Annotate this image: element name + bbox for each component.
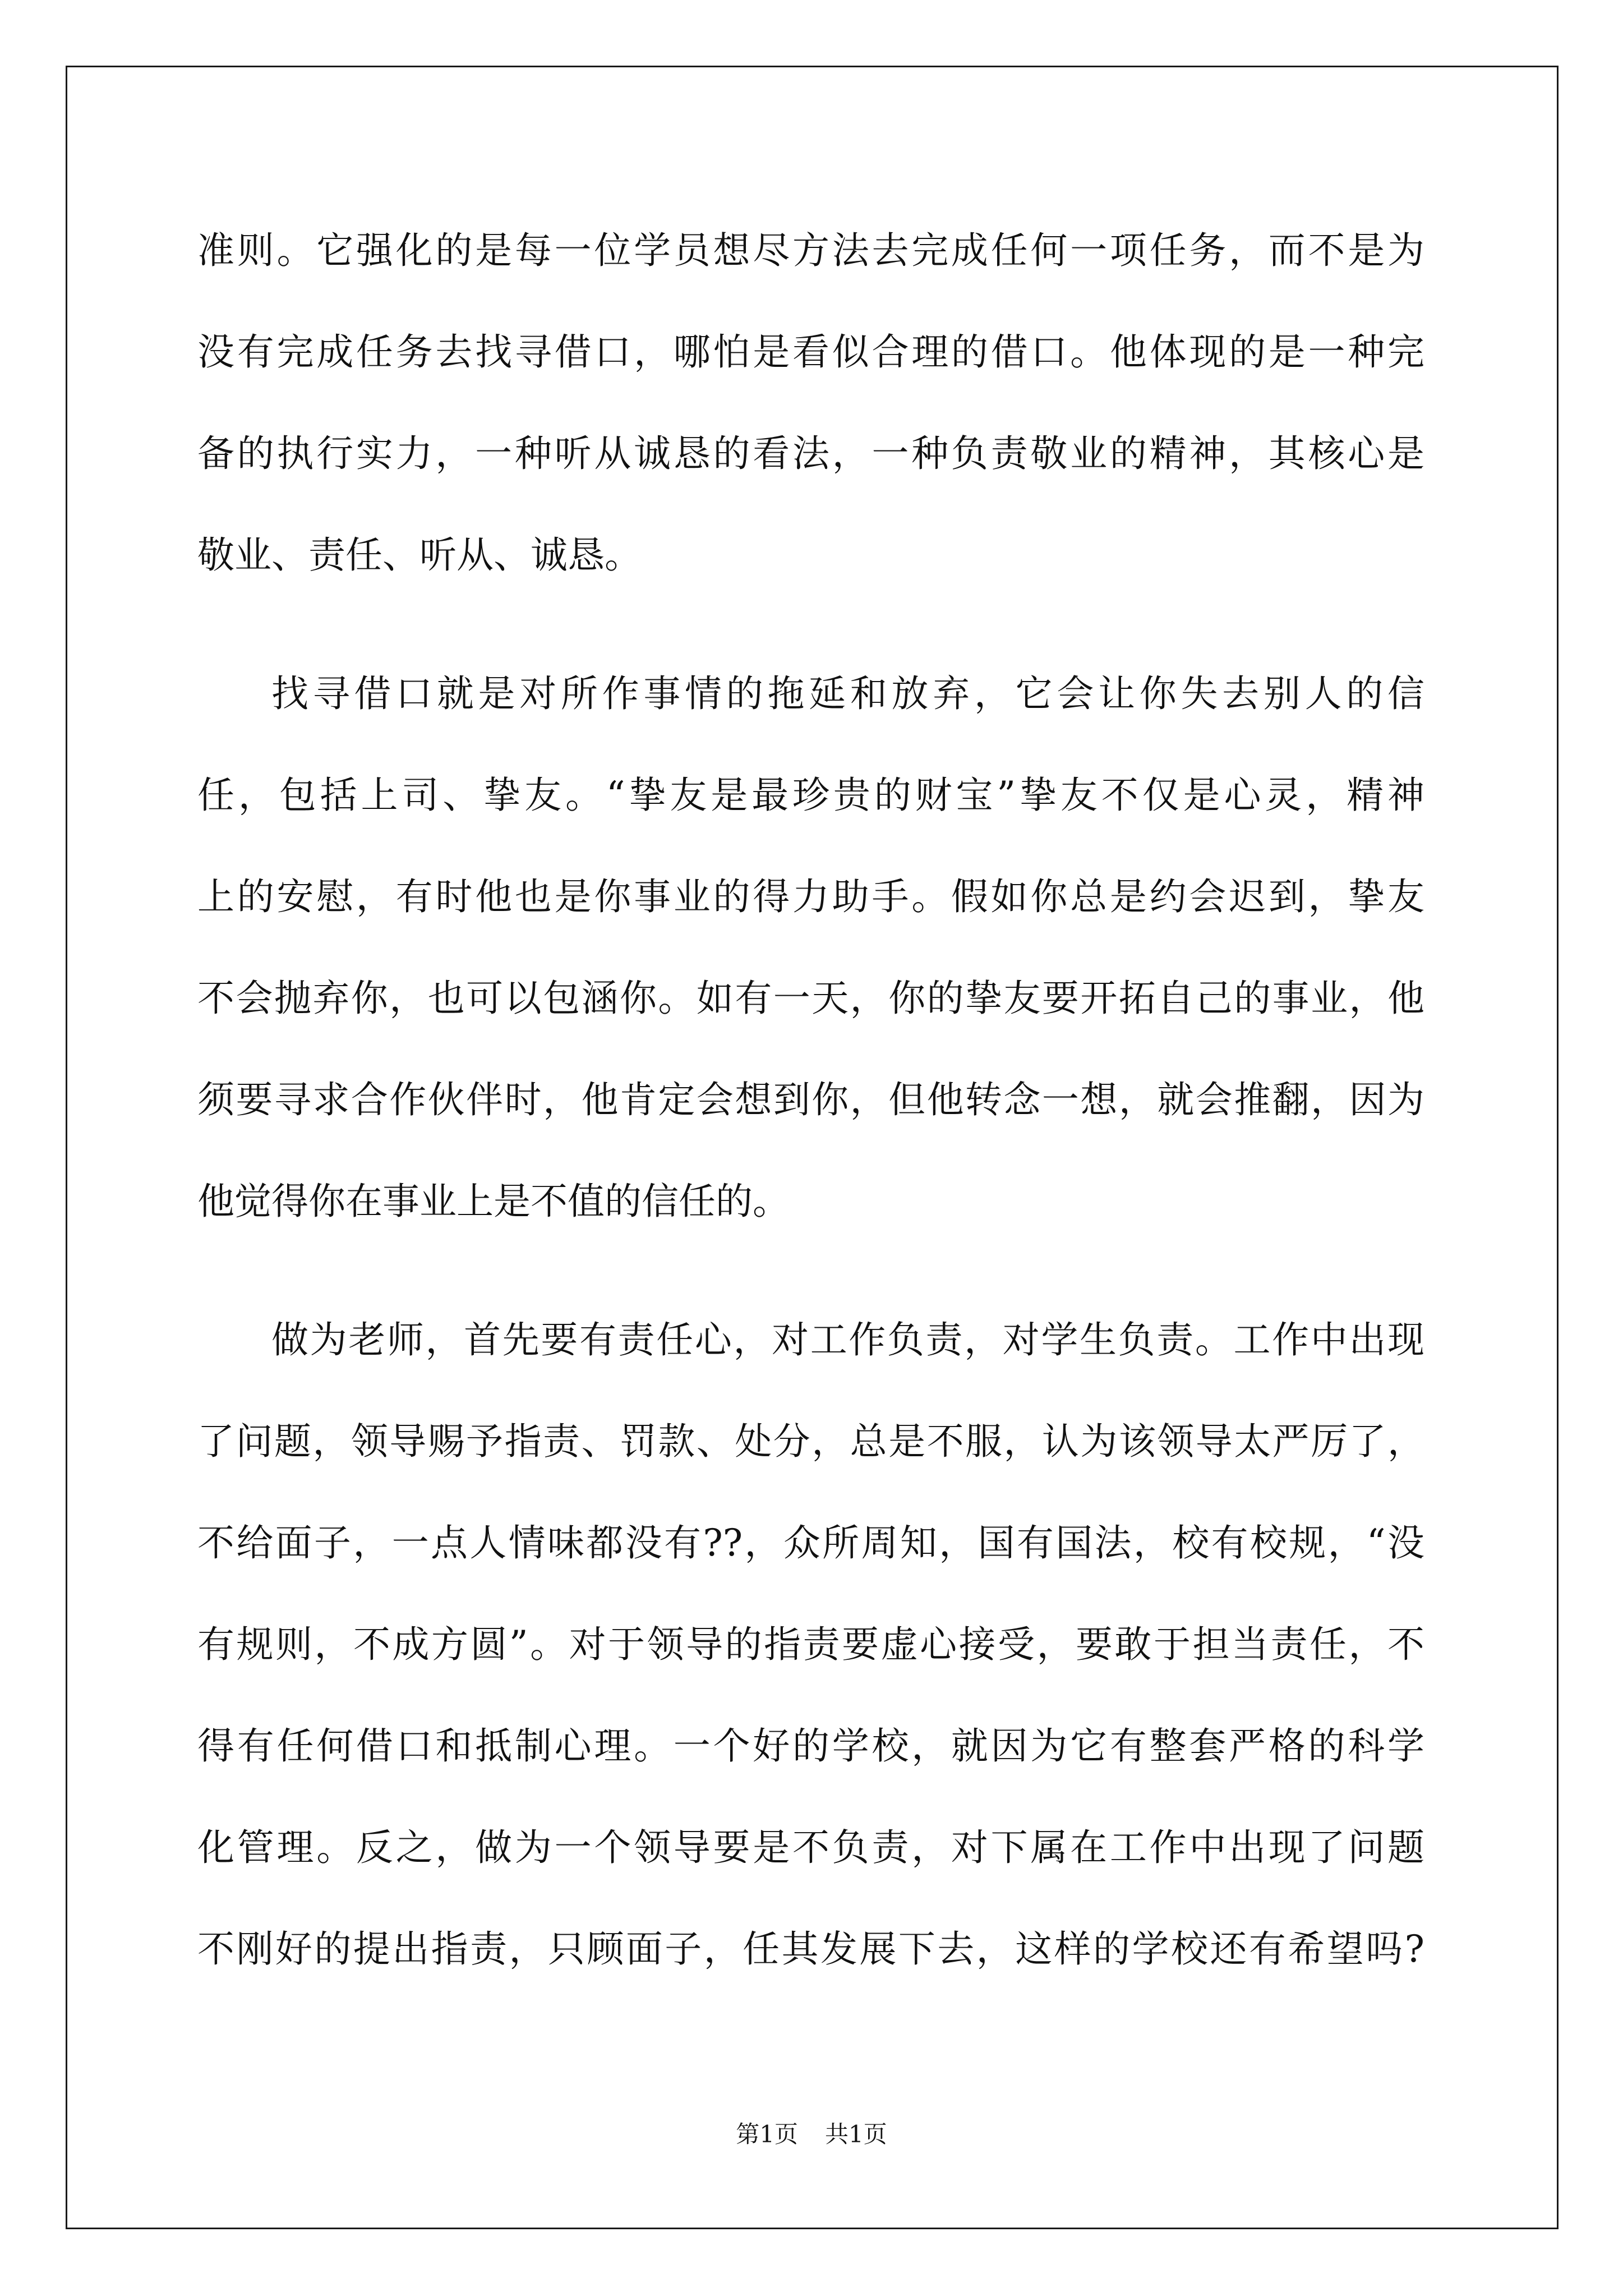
paragraph (197, 1289, 1424, 2000)
text-line: 做为老师，首先要有责任心，对工作负责，对学生负责。工作中出现 (271, 1318, 1424, 1361)
text-line: 上的安慰，有时他也是你事业的得力助手。假如你总是约会迟到，挚友 (197, 875, 1424, 918)
page-number: 第1页 (736, 2120, 798, 2148)
page-footer (0, 2118, 1623, 2151)
text-line: 他觉得你在事业上是不值的信任的。 (197, 1180, 790, 1223)
page-total: 共1页 (825, 2120, 887, 2148)
text-line: 不给面子，一点人情味都没有??，众所周知，国有国法，校有校规，“没 (197, 1521, 1424, 1565)
text-line: 任，包括上司、挚友。“挚友是最珍贵的财宝”挚友不仅是心灵，精神 (197, 774, 1424, 817)
paragraph (197, 200, 1424, 606)
text-line: 得有任何借口和抵制心理。一个好的学校，就因为它有整套严格的科学 (197, 1724, 1424, 1768)
text-line: 了问题，领导赐予指责、罚款、处分，总是不服，认为该领导太严厉了， (197, 1420, 1424, 1463)
text-line: 有规则，不成方圆”。对于领导的指责要虚心接受，要敢于担当责任，不 (197, 1623, 1424, 1666)
text-line: 准则。它强化的是每一位学员想尽方法去完成任何一项任务，而不是为 (197, 229, 1424, 272)
document-body (197, 200, 1424, 2000)
text-line: 找寻借口就是对所作事情的拖延和放弃，它会让你失去别人的信 (271, 672, 1424, 715)
text-line: 备的执行实力，一种听从诚恳的看法，一种负责敬业的精神，其核心是 (197, 432, 1424, 475)
paragraph (197, 643, 1424, 1252)
text-line: 敬业、责任、听从、诚恳。 (197, 533, 642, 577)
text-line: 化管理。反之，做为一个领导要是不负责，对下属在工作中出现了问题 (197, 1826, 1424, 1869)
text-line: 须要寻求合作伙伴时，他肯定会想到你，但他转念一想，就会推翻，因为 (197, 1078, 1424, 1121)
text-line: 不刚好的提出指责，只顾面子，任其发展下去，这样的学校还有希望吗? (197, 1927, 1424, 1971)
text-line: 没有完成任务去找寻借口，哪怕是看似合理的借口。他体现的是一种完 (197, 330, 1424, 374)
text-line: 不会抛弃你，也可以包涵你。如有一天，你的挚友要开拓自己的事业，他 (197, 977, 1424, 1020)
